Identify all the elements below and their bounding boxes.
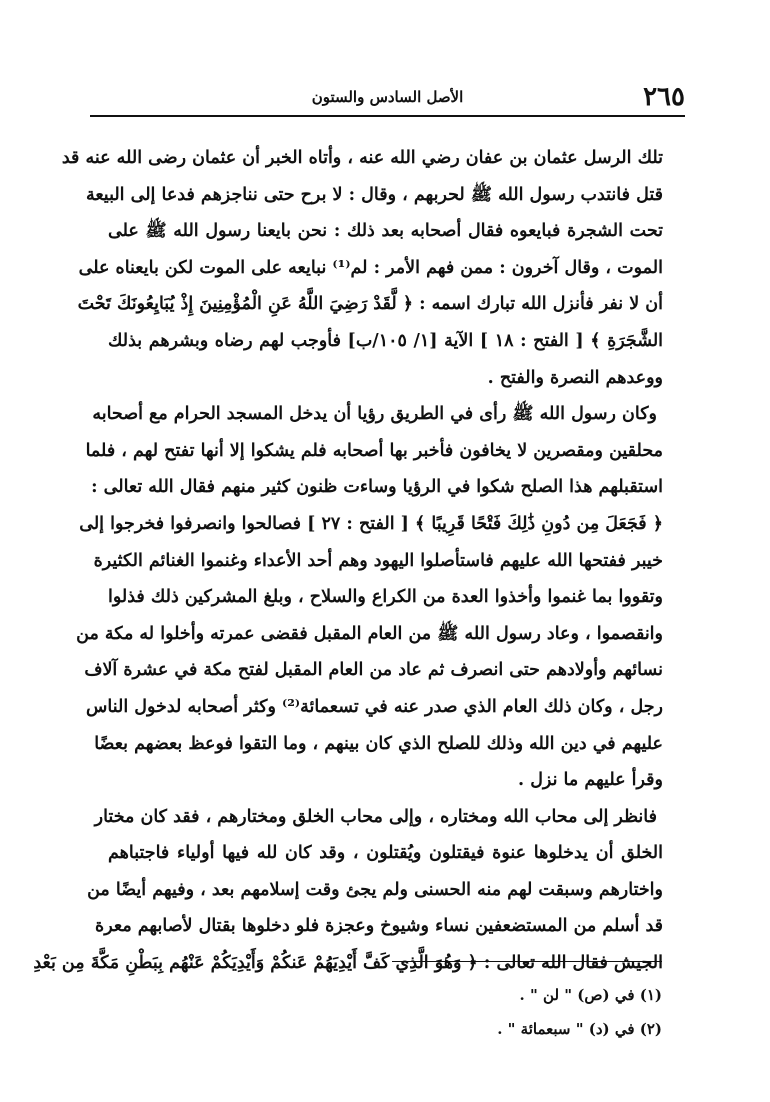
text-line: عليهم في دين الله وذلك للصلح الذي كان بينهم ، وما التقوا فوعظ بعضهم بعضًا — [94, 733, 663, 754]
text-line: ﴿ فَجَعَلَ مِن دُونِ ذَٰلِكَ فَتْحًا قَرِيبًا ﴾ [ الفتح : ٢٧ ] فصالحوا وانصرفوا فخرجوا إلى — [79, 513, 663, 534]
footnotes — [262, 978, 662, 1046]
text-line: قتل فانتدب رسول الله ﷺ لحربهم ، وقال : لا برح حتى نناجزهم فدعا إلى البيعة — [85, 184, 663, 205]
text-line: وتقووا بما غنموا وأخذوا العدة من الكراع والسلاح ، وبلغ المشركين ذلك فذلوا — [108, 587, 663, 608]
text-line: أن لا نفر فأنزل الله تبارك اسمه : ﴿ لَّقَدْ رَضِيَ اللَّهُ عَنِ الْمُؤْمِنِينَ إِذْ يُبَايِعُونَكَ تَحْتَ — [77, 294, 663, 315]
footnote-rule — [392, 961, 662, 962]
text-line: واختارهم وسبقت لهم منه الحسنى ولم يجئ وقت إسلامهم بعد ، وفيهم أيضًا من — [87, 879, 663, 900]
text-line: الخلق أن يدخلوها عنوة فيقتلون ويُقتلون ، وقد كان لله فيها أولياء فاجتباهم — [108, 843, 663, 864]
text-line: الجيش فقال الله تعالى : ﴿ وَهُوَ الَّذِي كَفَّ أَيْدِيَهُمْ عَنكُمْ وَأَيْدِيَكُمْ عَنْهُم بِبَطْنِ مَكَّةَ مِن بَعْدِ — [33, 953, 663, 974]
footnote: (١) في (ص) " لن " . — [519, 986, 662, 1004]
text-line: نسائهم وأولادهم حتى انصرف ثم عاد من العام المقبل لفتح مكة في عشرة آلاف — [84, 660, 663, 681]
page-number: ٢٦٥ — [643, 82, 685, 112]
text-line: ووعدهم النصرة والفتح . — [487, 367, 663, 388]
text-line: رجل ، وكان ذلك العام الذي صدر عنه في تسعمائة⁽²⁾ وكثر أصحابه لدخول الناس — [86, 696, 663, 717]
text-line: فانظر إلى محاب الله ومختاره ، وإلى محاب الخلق ومختارهم ، فقد كان مختار — [94, 806, 657, 827]
chapter-title: الأصل السادس والستون — [311, 88, 464, 106]
text-line: محلقين ومقصرين لا يخافون فأخبر بها أصحابه فلم يشكوا إلا أنها تفتح لهم ، فلما — [85, 440, 663, 461]
text-line: وانقصموا ، وعاد رسول الله ﷺ من العام المقبل فقضى عمرته وأخلوا له مكة من — [76, 623, 663, 644]
text-line: الشَّجَرَةِ ﴾ [ الفتح : ١٨ ] الآية [١/ ١٠٥/ب] فأوجب لهم رضاه وبشرهم بذلك — [108, 330, 664, 351]
header-rule — [90, 115, 685, 117]
text-line: وكان رسول الله ﷺ رأى في الطريق رؤيا أن يدخل المسجد الحرام مع أصحابه — [92, 404, 657, 425]
text-line: وقرأ عليهم ما نزل . — [518, 770, 663, 791]
footnote: (٢) في (د) " سبعمائة " . — [497, 1020, 662, 1038]
text-line: الموت ، وقال آخرون : ممن فهم الأمر : لم⁽¹⁾ نبايعه على الموت لكن بايعناه على — [78, 257, 663, 278]
text-line: قد أسلم من المستضعفين نساء وشيوخ وعجزة فلو دخلوها بقتال لأصابهم معرة — [95, 916, 663, 937]
main-text — [33, 140, 664, 982]
text-line: استقبلهم هذا الصلح شكوا في الرؤيا وساءت ظنون كثير منهم فقال الله تعالى : — [91, 477, 663, 498]
text-line: تحت الشجرة فبايعوه فقال أصحابه بعد ذلك : نحن بايعنا رسول الله ﷺ على — [108, 221, 663, 242]
running-header — [90, 82, 685, 112]
text-line: خيبر ففتحها الله عليهم فاستأصلوا اليهود وهم أحد الأعداء وغنموا الغنائم الكثيرة — [93, 550, 663, 571]
text-line: تلك الرسل عثمان بن عفان رضي الله عنه ، وأتاه الخبر أن عثمان رضى الله عنه قد — [61, 148, 663, 168]
